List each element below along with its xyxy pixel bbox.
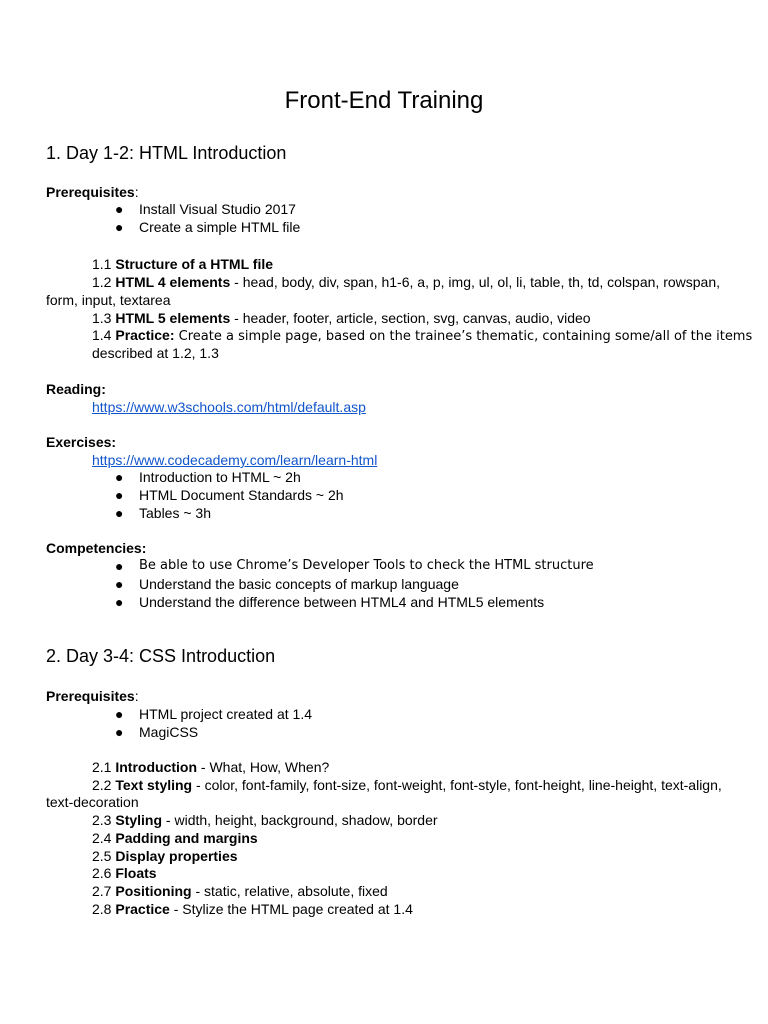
list-item: Be able to use Chrome’s Developer Tools to check the HTML structure <box>139 558 594 573</box>
prereq-label: Prerequisites <box>46 688 135 704</box>
topic-2-8 <box>92 900 413 918</box>
topic-1-1 <box>92 255 273 273</box>
topic-2-4 <box>92 829 258 847</box>
section-2-prereq-heading <box>46 687 139 705</box>
topic-number: 2.8 <box>92 901 116 917</box>
topic-description: - width, height, background, shadow, border <box>162 812 438 828</box>
bullet-icon: ● <box>115 594 124 610</box>
bullet-icon: ● <box>115 487 124 503</box>
section-1-prereq-heading <box>46 183 139 201</box>
list-item: Install Visual Studio 2017 <box>139 201 296 217</box>
topic-label: Text styling <box>115 777 193 793</box>
topic-number: 2.5 <box>92 848 116 864</box>
topic-label: Display properties <box>115 848 238 864</box>
topic-description: - static, relative, absolute, fixed <box>191 883 388 899</box>
topic-label: Styling <box>115 812 163 828</box>
topic-description: - What, How, When? <box>197 759 330 775</box>
topic-number: 2.6 <box>92 865 116 881</box>
topic-label: Padding and margins <box>115 830 258 846</box>
topic-1-2 <box>92 273 720 291</box>
topic-2-2-continued: text-decoration <box>46 794 139 810</box>
topic-label: HTML 4 elements <box>115 274 231 290</box>
list-item: Understand the basic concepts of markup language <box>139 576 459 592</box>
topic-1-3 <box>92 309 591 327</box>
topic-number: 1.1 <box>92 256 116 272</box>
topic-2-7 <box>92 882 388 900</box>
list-item: Tables ~ 3h <box>139 505 211 521</box>
section-1-heading: 1. Day 1-2: HTML Introduction <box>46 143 287 163</box>
topic-description: - head, body, div, span, h1-6, a, p, img, ul, ol, li, table, th, td, colspan, rowspan, <box>230 274 720 290</box>
list-item: HTML project created at 1.4 <box>139 706 313 722</box>
prereq-colon: : <box>134 688 139 704</box>
topic-label: Practice <box>115 901 170 917</box>
topic-description: - header, footer, article, section, svg, canvas, audio, video <box>230 310 591 326</box>
bullet-icon: ● <box>115 724 124 740</box>
topic-2-6 <box>92 864 157 882</box>
bullet-icon: ● <box>115 558 124 574</box>
topic-description: Create a simple page, based on the trainee’s thematic, containing some/all of the items <box>174 329 753 344</box>
topic-1-4 <box>92 326 752 346</box>
list-item: HTML Document Standards ~ 2h <box>139 487 344 503</box>
prereq-colon: : <box>134 184 139 200</box>
topic-number: 2.3 <box>92 812 116 828</box>
topic-description: - Stylize the HTML page created at 1.4 <box>169 901 413 917</box>
topic-label: Introduction <box>115 759 198 775</box>
topic-number: 1.2 <box>92 274 116 290</box>
bullet-icon: ● <box>115 505 124 521</box>
exercises-heading: Exercises: <box>46 434 117 450</box>
bullet-icon: ● <box>115 201 124 217</box>
bullet-icon: ● <box>115 706 124 722</box>
topic-2-2 <box>92 776 722 794</box>
reading-heading: Reading: <box>46 381 106 397</box>
list-item: Understand the difference between HTML4 and HTML5 elements <box>139 594 545 610</box>
topic-label: Practice: <box>115 327 175 343</box>
topic-1-4-continued: described at 1.2, 1.3 <box>92 345 219 361</box>
list-item: MagiCSS <box>139 724 199 740</box>
topic-number: 2.7 <box>92 883 116 899</box>
topic-2-3 <box>92 811 438 829</box>
bullet-icon: ● <box>115 469 124 485</box>
reading-link[interactable]: https://www.w3schools.com/html/default.asp <box>92 399 366 415</box>
competencies-heading: Competencies: <box>46 540 147 556</box>
exercises-link[interactable]: https://www.codecademy.com/learn/learn-html <box>92 452 378 468</box>
topic-2-1 <box>92 758 329 776</box>
bullet-icon: ● <box>115 576 124 592</box>
list-item: Create a simple HTML file <box>139 219 301 235</box>
topic-1-2-continued: form, input, textarea <box>46 292 171 308</box>
topic-number: 1.4 <box>92 327 116 343</box>
prereq-label: Prerequisites <box>46 184 135 200</box>
topic-label: Floats <box>115 865 157 881</box>
topic-number: 2.1 <box>92 759 116 775</box>
topic-number: 2.4 <box>92 830 116 846</box>
topic-label: Positioning <box>115 883 192 899</box>
topic-description: - color, font-family, font-size, font-weight, font-style, font-height, line-height, text-align, <box>192 777 722 793</box>
topic-label: HTML 5 elements <box>115 310 231 326</box>
bullet-icon: ● <box>115 219 124 235</box>
section-2-heading: 2. Day 3-4: CSS Introduction <box>46 646 276 666</box>
document-title: Front-End Training <box>284 87 484 114</box>
topic-label: Structure of a HTML file <box>115 256 274 272</box>
topic-number: 1.3 <box>92 310 116 326</box>
topic-2-5 <box>92 847 238 865</box>
list-item: Introduction to HTML ~ 2h <box>139 469 301 485</box>
topic-number: 2.2 <box>92 777 116 793</box>
